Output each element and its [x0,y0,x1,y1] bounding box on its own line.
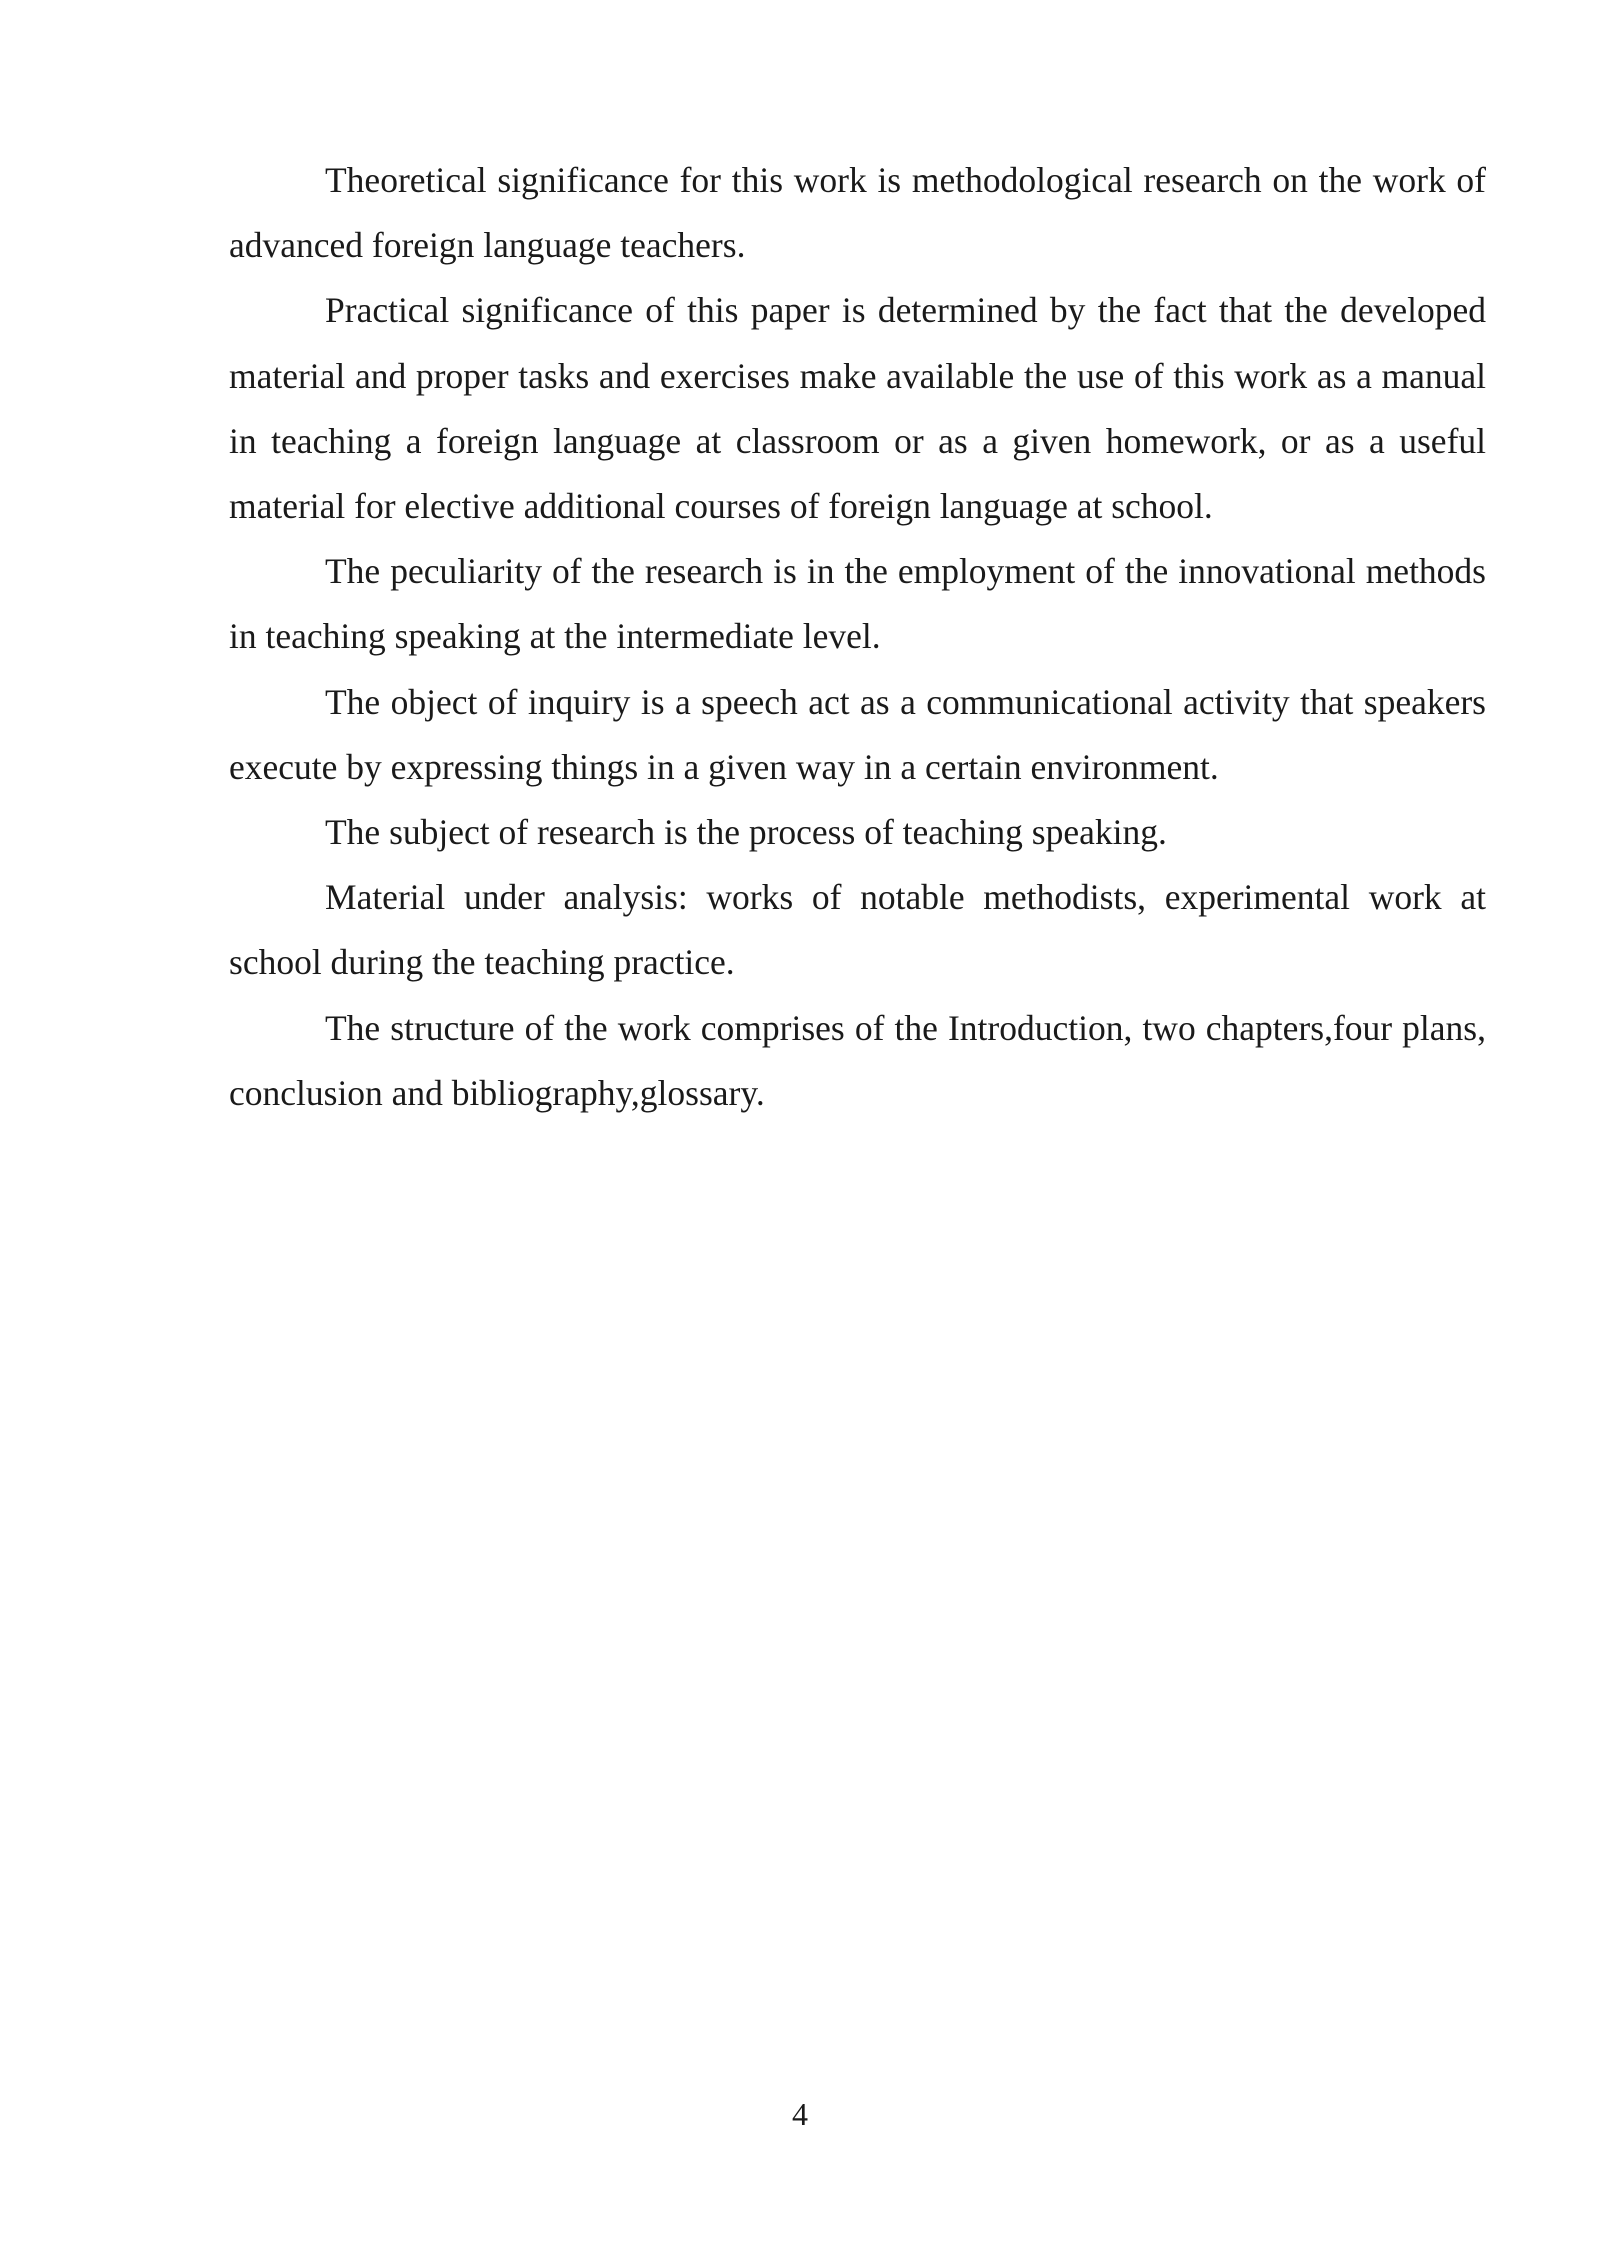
paragraph-peculiarity: The peculiarity of the research is in the employment of the innovational methods in teaching speaking at the intermediate level. [229,551,1486,657]
paragraph-theoretical-significance: Theoretical significance for this work is methodological research on the work of advanced foreign language teachers. [229,160,1486,266]
page-number: 4 [792,2096,808,2132]
paragraph-material-under-analysis: Material under analysis: works of notable methodists, experimental work at school during the teaching practice. [229,877,1486,983]
paragraph-subject-of-research: The subject of research is the process of teaching speaking. [325,812,1167,853]
paragraph-structure-of-work: The structure of the work comprises of the Introduction, two chapters,four plans, conclusion and bibliography,glossary. [229,1007,1486,1113]
paragraph-practical-significance: Practical significance of this paper is determined by the fact that the developed material and proper tasks and exercises make available the use of this work as a manual in teaching a foreign language at classroom or as a given homework, or as a useful material for elective additional courses of foreign language at school. [229,290,1486,527]
body-text [229,148,1486,1126]
paragraph-object-of-inquiry: The object of inquiry is a speech act as a communicational activity that speakers execute by expressing things in a given way in a certain environment. [229,681,1486,787]
